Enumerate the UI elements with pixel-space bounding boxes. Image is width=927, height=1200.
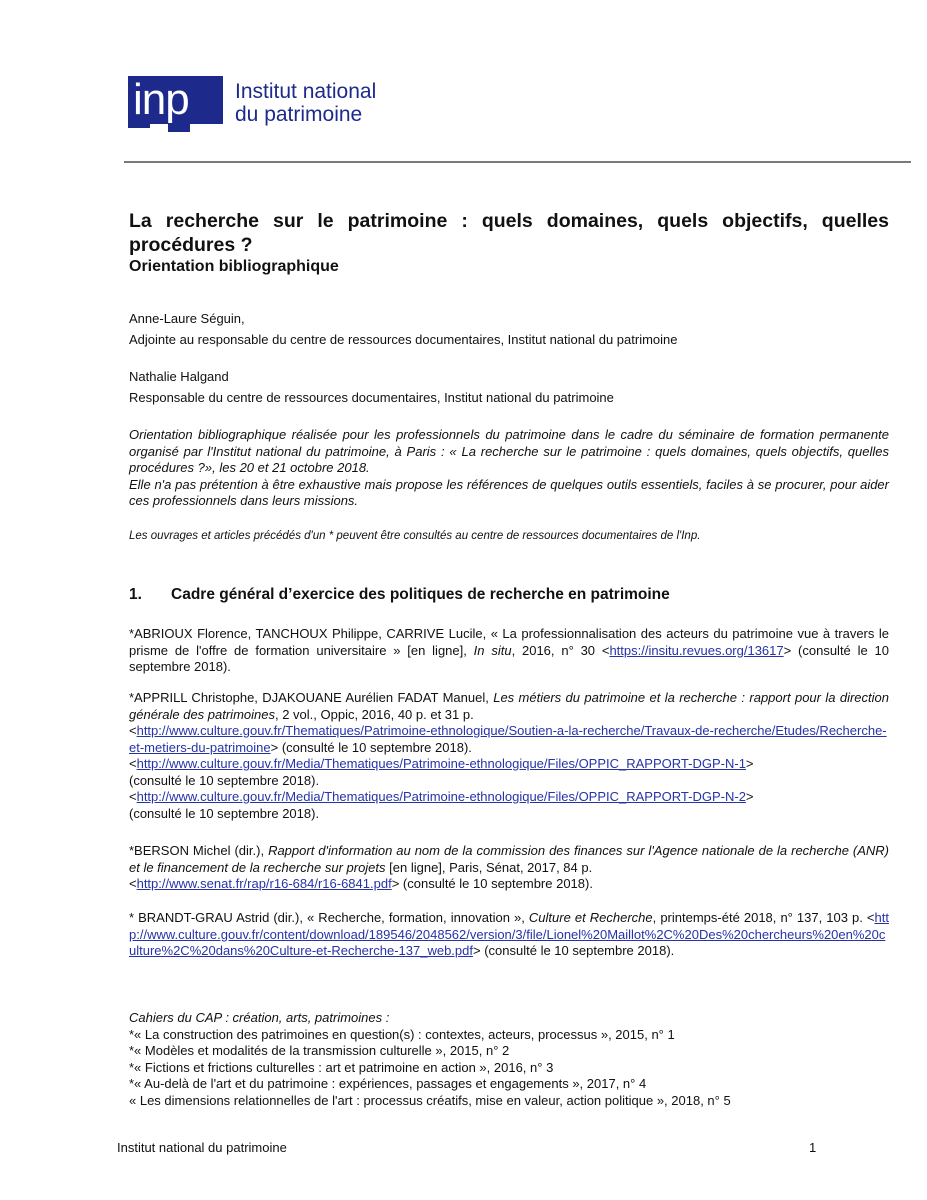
ref-link[interactable]: http://www.senat.fr/rap/r16-684/r16-6841.pdf: [136, 876, 392, 891]
document-subtitle: Orientation bibliographique: [129, 258, 339, 275]
ref-link-2[interactable]: http://www.culture.gouv.fr/Media/Thematiques/Patrimoine-ethnologique/Files/OPPIC_RAPPORT-DGP-N-1: [136, 756, 746, 771]
section-heading-1: [129, 586, 889, 604]
cahiers-heading: Cahiers du CAP : création, arts, patrimoines :: [129, 1010, 390, 1025]
availability-note: Les ouvrages et articles précédés d'un * peuvent être consultés au centre de ressources documentaires de l'Inp.: [129, 530, 701, 542]
logo-name: [235, 80, 376, 126]
header-divider: [124, 161, 911, 163]
section-number: 1.: [129, 586, 142, 603]
ref-text: *APPRILL Christophe, DJAKOUANE Aurélien FADAT Manuel,: [129, 690, 494, 705]
reference-berson: *BERSON Michel (dir.), Rapport d'information au nom de la commission des finances sur l'Agence nationale de la recherche (ANR) et le financement de la recherche sur projets [en ligne], Paris, Sénat, 2017, 84 p. <http://www.senat.fr/rap/r16-684/r16-6841.pdf> (consulté le 10 septembre 2018).: [129, 843, 889, 891]
list-item: *« Fictions et frictions culturelles : art et patrimoine en action », 2016, n° 3: [129, 1059, 554, 1075]
ref-link[interactable]: http://www.culture.gouv.fr/content/download/189546/2048562/version/3/file/Lionel%20Maillot%2C%20Des%20chercheurs%20en%20culture%2C%20dans%20Culture-et-Recherche-137_web.pdf: [129, 910, 889, 958]
document-title: La recherche sur le patrimoine : quels domaines, quels objectifs, quelles procédures ?: [129, 210, 889, 256]
ref-journal: Culture et Recherche: [528, 910, 653, 925]
reference-apprill: *APPRILL Christophe, DJAKOUANE Aurélien FADAT Manuel, Les métiers du patrimoine et la recherche : rapport pour la direction générale des patrimoines, 2 vol., Oppic, 2016, 40 p. et 31 p. <http://www.culture.gouv.fr/Thematiques/Patrimoine-ethnologique/Soutien-a-la-recherche/Travaux-de-recherche/Etudes/Recherche-et-metiers-du-patrimoine> (consulté le 10 septembre 2018). <http://www.culture.gouv.fr/Media/Thematiques/Patrimoine-ethnologique/Files/OPPIC_RAPPORT-DGP-N-1> (consulté le 10 septembre 2018). <http://www.culture.gouv.fr/Media/Thematiques/Patrimoine-ethnologique/Files/OPPIC_RAPPORT-DGP-N-2> (consulté le 10 septembre 2018).: [129, 690, 889, 821]
logo-name-line1: Institut national: [235, 80, 377, 103]
ref-consulted: (consulté le 10 septembre 2018).: [129, 805, 320, 821]
ref-text: [en ligne], Paris, Sénat, 2017, 84 p.: [385, 859, 593, 875]
ref-consulted: (consulté le 10 septembre 2018).: [402, 876, 593, 891]
logo-name-line2: du patrimoine: [235, 103, 363, 126]
author-2-role: Responsable du centre de ressources documentaires, Institut national du patrimoine: [129, 389, 614, 405]
cahiers-du-cap-list: [129, 1010, 889, 1109]
footer-institution: Institut national du patrimoine: [117, 1140, 287, 1155]
reference-brandt: * BRANDT-GRAU Astrid (dir.), « Recherche, formation, innovation », Culture et Recherche, printemps-été 2018, n° 137, 103 p. <http://www.culture.gouv.fr/content/download/189546/2048562/version/3/file/Lionel%20Maillot%2C%20Des%20chercheurs%20en%20culture%2C%20dans%20Culture-et-Recherche-137_web.pdf> (consulté le 10 septembre 2018).: [129, 910, 889, 958]
ref-consulted: (consulté le 10 septembre 2018).: [281, 739, 472, 755]
reference-abrioux: [129, 626, 889, 676]
ref-text: , 2 vol., Oppic, 2016, 40 p. et 31 p.: [274, 706, 474, 722]
ref-text: *ABRIOUX Florence, TANCHOUX Philippe, CARRIVE Lucile, « La professionnalisation des acteurs du patrimoine vue à travers le prisme de l'offre de formation universitaire » [en ligne],: [129, 626, 889, 658]
ref-consulted: (consulté le 10 septembre 2018).: [129, 772, 320, 788]
list-item: *« Modèles et modalités de la transmission culturelle », 2015, n° 2: [129, 1043, 510, 1058]
inp-logo: [128, 76, 376, 132]
list-item: *« Au-delà de l'art et du patrimoine : expériences, passages et engagements », 2017, n° 4: [129, 1076, 647, 1091]
ref-title: Rapport d'information au nom de la commission des finances sur l'Agence nationale de la recherche (ANR) et le financement de la recherche sur projets: [129, 843, 889, 875]
author-1: [129, 311, 889, 348]
ref-link-1[interactable]: http://www.culture.gouv.fr/Thematiques/Patrimoine-ethnologique/Soutien-a-la-recherche/Travaux-de-recherche/Etudes/Recherche-et-metiers-du-patrimoine: [129, 723, 887, 755]
page-number: 1: [809, 1140, 817, 1155]
author-1-role: Adjointe au responsable du centre de ressources documentaires, Institut national du patrimoine: [129, 331, 678, 347]
list-item: *« La construction des patrimoines en question(s) : contextes, acteurs, processus », 2015, n° 1: [129, 1026, 675, 1042]
ref-text: *BERSON Michel (dir.),: [129, 843, 269, 858]
author-2-name: Nathalie Halgand: [129, 369, 229, 384]
list-item: « Les dimensions relationnelles de l'art : processus créatifs, mise en valeur, action politique », 2018, n° 5: [129, 1092, 731, 1108]
ref-journal: In situ: [473, 642, 512, 658]
author-2: [129, 369, 889, 406]
ref-text: , 2016, n° 30 <: [511, 642, 610, 658]
intro-paragraph: [129, 427, 889, 510]
intro-text-1: Orientation bibliographique réalisée pour les professionnels du patrimoine dans le cadre du séminaire de formation permanente organisé par l'Institut national du patrimoine, à Paris : « La recherche sur le patrimoine : quels domaines, quels objectifs, quelles procédures ?», les 20 et 21 octobre 2018.: [129, 427, 889, 475]
ref-link[interactable]: https://insitu.revues.org/13617: [609, 642, 784, 658]
logo-mark: [128, 76, 223, 132]
section-title: Cadre général d’exercice des politiques de recherche en patrimoine: [171, 586, 670, 603]
ref-title: Les métiers du patrimoine et la recherche : rapport pour la direction générale des patrimoines: [129, 690, 889, 722]
logo-mark-text: inp: [133, 75, 189, 124]
intro-text-2: Elle n'a pas prétention à être exhaustive mais propose les références de quelques outils essentiels, faciles à se procurer, pour aider ces professionnels dans leurs missions.: [129, 476, 889, 508]
ref-link-3[interactable]: http://www.culture.gouv.fr/Media/Thematiques/Patrimoine-ethnologique/Files/OPPIC_RAPPORT-DGP-N-2: [136, 789, 746, 804]
ref-text: , printemps-été 2018, n° 137, 103 p.: [652, 910, 863, 925]
ref-text: * BRANDT-GRAU Astrid (dir.), « Recherche, formation, innovation »,: [129, 910, 529, 925]
author-1-name: Anne-Laure Séguin,: [129, 311, 245, 326]
ref-text: > (consulté le 10 septembre 2018).: [129, 642, 889, 674]
ref-consulted: (consulté le 10 septembre 2018).: [484, 943, 675, 958]
